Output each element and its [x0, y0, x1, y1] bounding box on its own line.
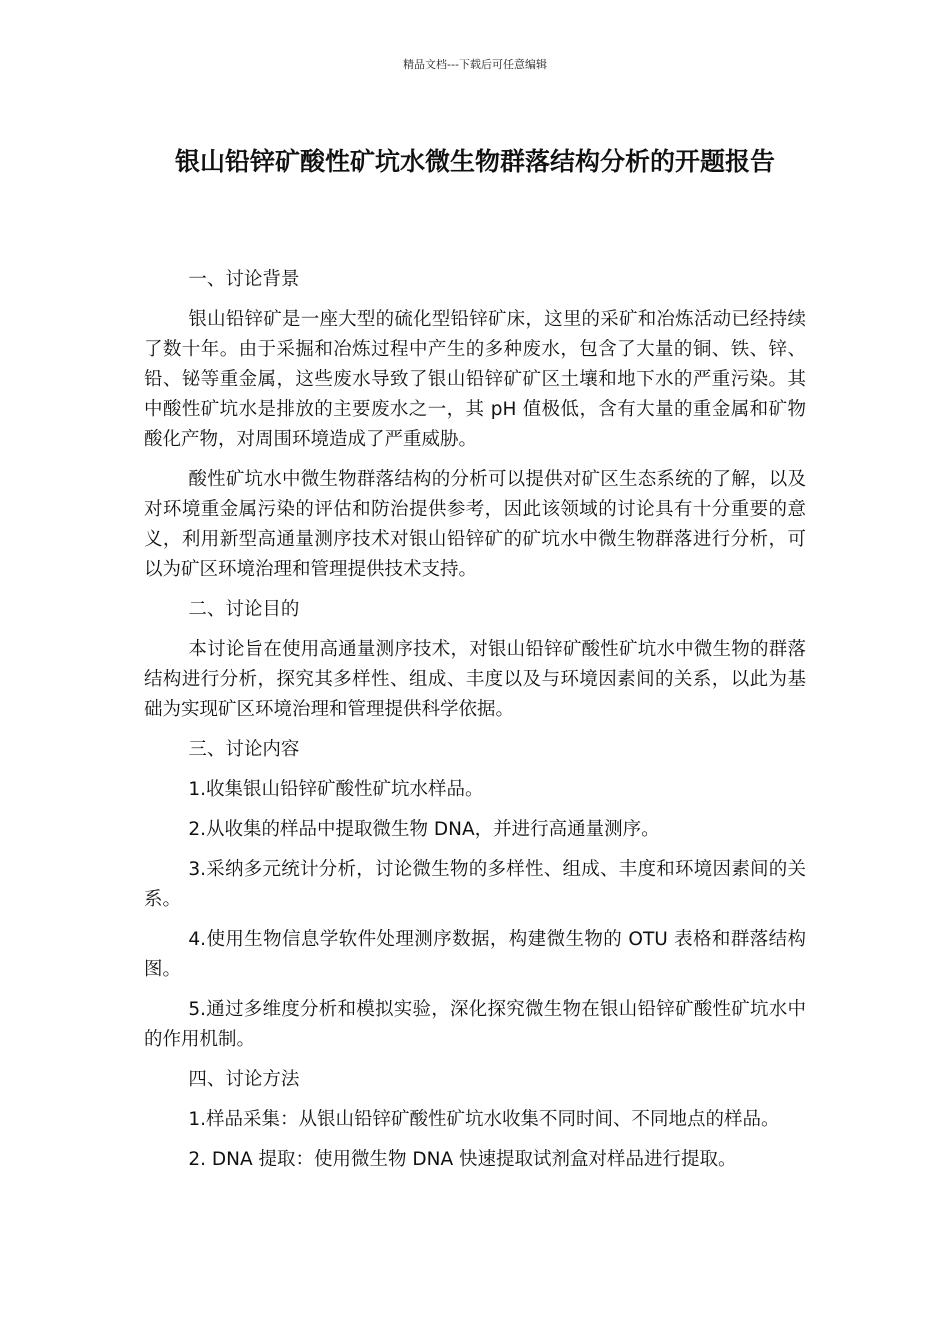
section-purpose	[144, 595, 806, 725]
section-content	[144, 735, 806, 1055]
list-item: 1.收集银山铅锌矿酸性矿坑水样品。	[188, 779, 484, 800]
paragraph: 本讨论旨在使用高通量测序技术，对银山铅锌矿酸性矿坑水中微生物的群落结构进行分析，探究其多样性、组成、丰度以及与环境因素间的关系，以此为基础为实现矿区环境治理和管理提供科学依据。	[144, 639, 806, 720]
section-heading: 四、讨论方法	[188, 1069, 300, 1090]
page-header: 精品文档---下载后可任意编辑	[403, 58, 547, 71]
section-background	[144, 265, 806, 585]
list-item: 1.样品采集：从银山铅锌矿酸性矿坑水收集不同时间、不同地点的样品。	[188, 1109, 780, 1130]
list-item: 5.通过多维度分析和模拟实验，深化探究微生物在银山铅锌矿酸性矿坑水中的作用机制。	[144, 999, 806, 1050]
document-body	[144, 265, 806, 1185]
paragraph: 银山铅锌矿是一座大型的硫化型铅锌矿床，这里的采矿和冶炼活动已经持续了数十年。由于采掘和冶炼过程中产生的多种废水，包含了大量的铜、铁、锌、铅、铋等重金属，这些废水导致了银山铅锌矿矿区土壤和地下水的严重污染。其中酸性矿坑水是排放的主要废水之一，其 pH 值极低，含有大量的重金属和矿物酸化产物，对周围环境造成了严重威胁。	[144, 309, 806, 450]
list-item: 2. DNA 提取：使用微生物 DNA 快速提取试剂盒对样品进行提取。	[188, 1149, 737, 1170]
section-heading: 三、讨论内容	[188, 739, 300, 760]
section-heading: 一、讨论背景	[188, 269, 300, 290]
section-methods	[144, 1065, 806, 1175]
paragraph: 酸性矿坑水中微生物群落结构的分析可以提供对矿区生态系统的了解，以及对环境重金属污染的评估和防治提供参考，因此该领域的讨论具有十分重要的意义，利用新型高通量测序技术对银山铅锌矿的矿坑水中微生物群落进行分析，可以为矿区环境治理和管理提供技术支持。	[144, 469, 806, 580]
list-item: 3.采纳多元统计分析，讨论微生物的多样性、组成、丰度和环境因素间的关系。	[144, 859, 806, 910]
list-item: 2.从收集的样品中提取微生物 DNA，并进行高通量测序。	[188, 819, 660, 840]
section-heading: 二、讨论目的	[188, 599, 300, 620]
list-item: 4.使用生物信息学软件处理测序数据，构建微生物的 OTU 表格和群落结构图。	[144, 929, 806, 980]
document-title: 银山铅锌矿酸性矿坑水微生物群落结构分析的开题报告	[174, 147, 775, 176]
